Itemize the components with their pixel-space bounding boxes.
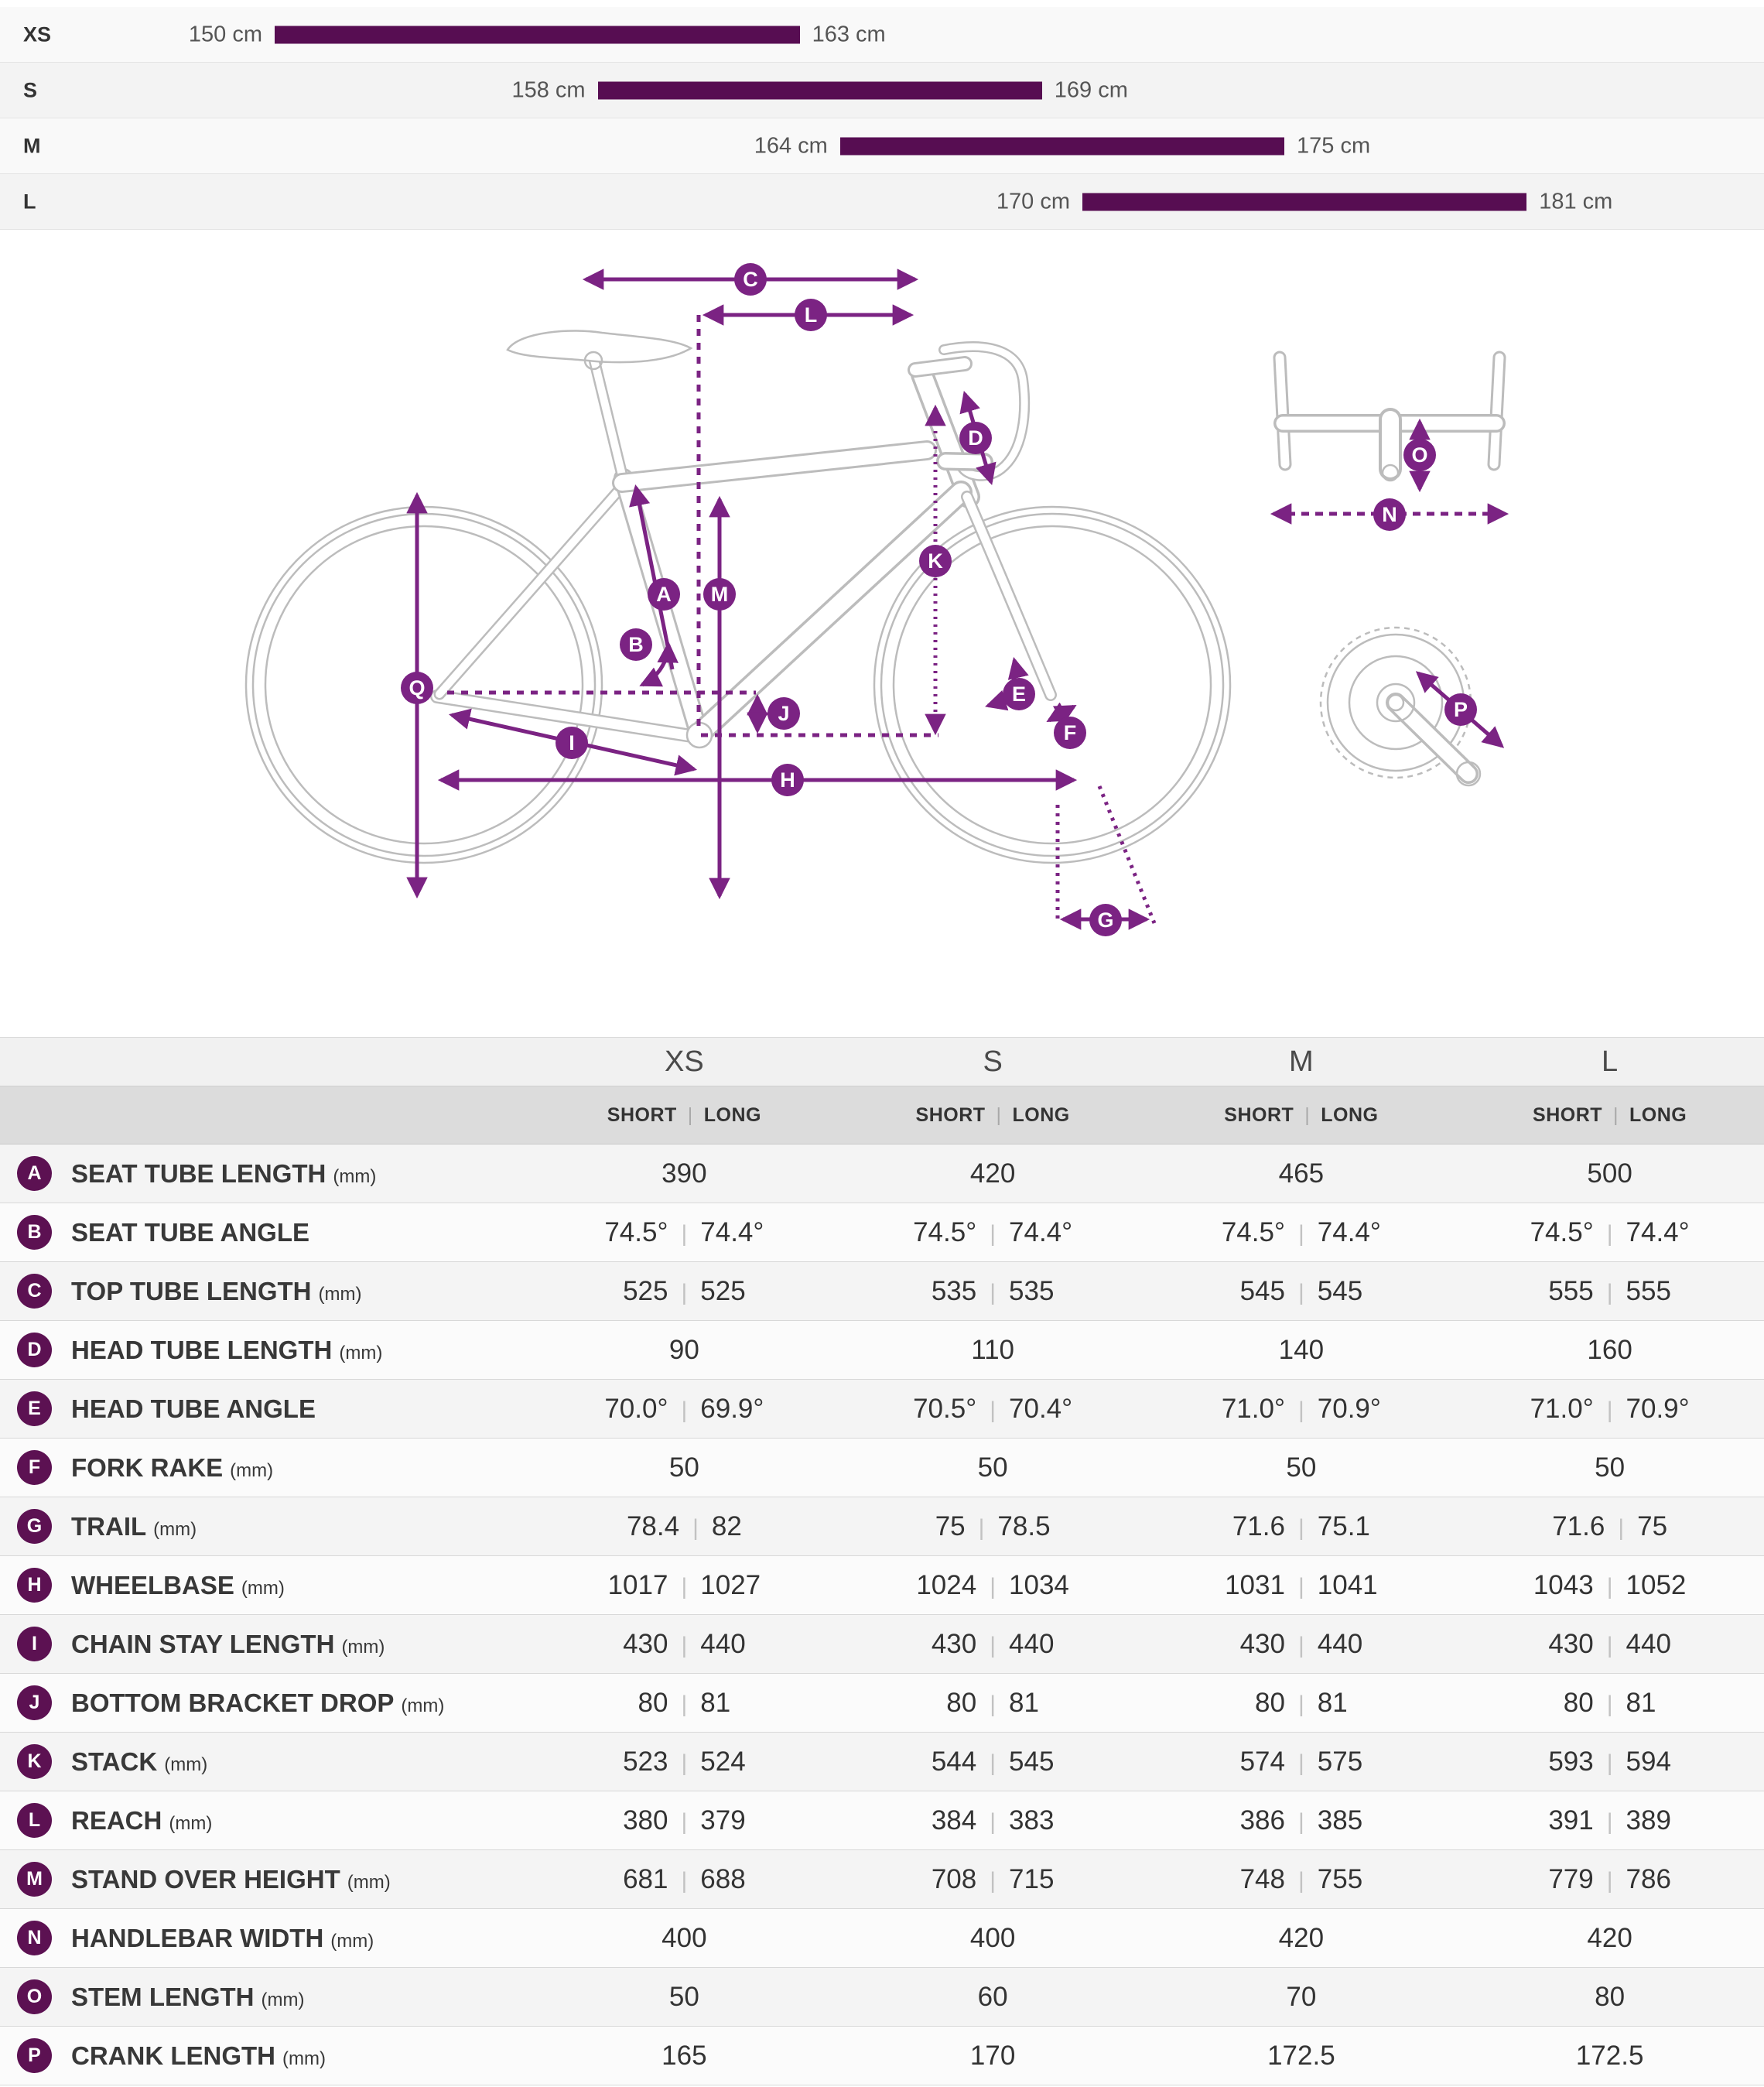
saddle bbox=[508, 331, 691, 363]
frame-size-label: XS bbox=[23, 22, 52, 46]
row-letter-badge: O bbox=[17, 1979, 52, 2014]
badge-i-icon bbox=[556, 727, 588, 759]
min-height-label: 164 cm bbox=[754, 133, 828, 158]
svg-text:F: F bbox=[1063, 721, 1077, 744]
height-range-bar bbox=[1082, 193, 1526, 210]
value-cell: 748 | 755 bbox=[1239, 1863, 1363, 1894]
row-letter-badge: G bbox=[17, 1509, 52, 1544]
row-letter-badge: K bbox=[17, 1744, 52, 1779]
value-cell: 400 bbox=[662, 1922, 707, 1953]
row-letter-badge: F bbox=[17, 1450, 52, 1485]
value-cell: 110 bbox=[971, 1334, 1015, 1365]
table-row bbox=[0, 1439, 1764, 1497]
value-cell: 70.0° | 69.9° bbox=[604, 1393, 764, 1424]
value-cell: 420 bbox=[1278, 1922, 1325, 1953]
svg-text:M: M bbox=[710, 583, 729, 606]
height-bar-row bbox=[0, 174, 1764, 230]
min-height-label: 170 cm bbox=[996, 189, 1070, 214]
value-cell: 71.6 | 75 bbox=[1552, 1511, 1668, 1541]
value-cell: 80 | 81 bbox=[1563, 1687, 1656, 1718]
value-cell: 170 bbox=[969, 2040, 1016, 2071]
row-letter-badge: P bbox=[17, 2038, 52, 2073]
height-bar-row bbox=[0, 118, 1764, 174]
rider-height-chart bbox=[0, 0, 1764, 232]
frame-size-label: L bbox=[23, 190, 36, 213]
badge-b-icon bbox=[620, 628, 652, 661]
value-cell: 430 | 440 bbox=[1239, 1628, 1363, 1659]
value-cell: 500 bbox=[1587, 1158, 1632, 1189]
row-letter-badge: C bbox=[17, 1274, 52, 1309]
svg-text:C: C bbox=[743, 268, 758, 291]
row-unit: (mm) bbox=[261, 1989, 305, 2010]
row-letter-badge: H bbox=[17, 1568, 52, 1603]
value-cell: 78.4 | 82 bbox=[626, 1511, 742, 1541]
svg-text:H: H bbox=[780, 768, 795, 792]
row-unit: (mm) bbox=[401, 1695, 445, 1716]
badge-p-icon bbox=[1444, 693, 1477, 726]
table-row bbox=[0, 1262, 1764, 1321]
max-height-label: 163 cm bbox=[812, 22, 886, 46]
value-cell: 70.5° | 70.4° bbox=[913, 1393, 1073, 1424]
value-cell: 525 | 525 bbox=[623, 1275, 746, 1306]
value-cell: 165 bbox=[662, 2040, 707, 2071]
row-label: BOTTOM BRACKET DROP (mm) bbox=[71, 1688, 445, 1717]
row-unit: (mm) bbox=[164, 1753, 208, 1775]
row-unit: (mm) bbox=[333, 1165, 377, 1187]
max-height-label: 169 cm bbox=[1054, 77, 1128, 102]
bike-geometry-diagram bbox=[0, 232, 1764, 1037]
value-cell: 90 bbox=[668, 1334, 699, 1365]
row-label: STEM LENGTH (mm) bbox=[71, 1982, 305, 2011]
badge-l-icon bbox=[795, 299, 827, 331]
fit-header-group: SHORT | LONG bbox=[915, 1103, 1070, 1126]
row-letter-badge: D bbox=[17, 1333, 52, 1367]
value-cell: 420 bbox=[969, 1158, 1016, 1189]
svg-text:L: L bbox=[804, 303, 818, 327]
row-letter-badge: N bbox=[17, 1921, 52, 1955]
height-bar-row bbox=[0, 7, 1764, 63]
svg-text:K: K bbox=[928, 549, 943, 573]
svg-text:E: E bbox=[1011, 683, 1027, 706]
row-label: HEAD TUBE ANGLE bbox=[71, 1394, 316, 1423]
svg-text:G: G bbox=[1097, 908, 1114, 932]
row-label: REACH (mm) bbox=[71, 1805, 213, 1835]
table-row bbox=[0, 1497, 1764, 1556]
row-unit: (mm) bbox=[341, 1636, 385, 1658]
row-label: TOP TUBE LENGTH (mm) bbox=[71, 1276, 362, 1305]
value-cell: 172.5 bbox=[1575, 2040, 1644, 2071]
row-unit: (mm) bbox=[339, 1342, 383, 1363]
row-letter-badge: M bbox=[17, 1862, 52, 1897]
table-row bbox=[0, 1203, 1764, 1262]
value-cell: 545 | 545 bbox=[1239, 1275, 1363, 1306]
value-cell: 60 bbox=[977, 1981, 1008, 2012]
max-height-label: 175 cm bbox=[1297, 133, 1371, 158]
svg-text:A: A bbox=[656, 583, 672, 606]
badge-e-icon bbox=[1003, 678, 1035, 710]
row-unit: (mm) bbox=[153, 1518, 197, 1540]
row-letter-badge: I bbox=[17, 1627, 52, 1661]
size-header-xs: XS bbox=[665, 1045, 704, 1078]
value-cell: 50 bbox=[668, 1452, 699, 1483]
badge-o-icon bbox=[1403, 439, 1436, 471]
min-height-label: 158 cm bbox=[511, 77, 586, 102]
value-cell: 535 | 535 bbox=[931, 1275, 1055, 1306]
row-label: FORK RAKE (mm) bbox=[71, 1452, 274, 1482]
row-label: STAND OVER HEIGHT (mm) bbox=[71, 1864, 391, 1894]
value-cell: 391 | 389 bbox=[1548, 1805, 1671, 1836]
row-label: STACK (mm) bbox=[71, 1747, 208, 1776]
height-range-bar bbox=[598, 81, 1042, 99]
svg-text:P: P bbox=[1453, 698, 1468, 721]
value-cell: 140 bbox=[1278, 1334, 1325, 1365]
row-letter-badge: B bbox=[17, 1215, 52, 1250]
value-cell: 1031 | 1041 bbox=[1225, 1569, 1378, 1600]
height-range-bar bbox=[840, 137, 1284, 155]
table-row bbox=[0, 1968, 1764, 2027]
row-label: HANDLEBAR WIDTH (mm) bbox=[71, 1923, 374, 1952]
size-header-s: S bbox=[983, 1045, 1003, 1078]
value-cell: 1017 | 1027 bbox=[607, 1569, 761, 1600]
row-unit: (mm) bbox=[169, 1812, 213, 1834]
svg-text:B: B bbox=[628, 633, 644, 656]
value-cell: 593 | 594 bbox=[1548, 1746, 1671, 1777]
row-label: SEAT TUBE LENGTH (mm) bbox=[71, 1158, 377, 1188]
height-range-bar bbox=[275, 26, 800, 43]
svg-text:N: N bbox=[1382, 503, 1397, 526]
badge-q-icon bbox=[401, 672, 433, 704]
table-header-row bbox=[0, 1038, 1764, 1086]
svg-text:I: I bbox=[569, 731, 575, 754]
value-cell: 390 bbox=[662, 1158, 707, 1189]
value-cell: 71.6 | 75.1 bbox=[1232, 1511, 1370, 1541]
value-cell: 80 bbox=[1595, 1981, 1626, 2012]
badge-j-icon bbox=[767, 697, 800, 730]
value-cell: 420 bbox=[1587, 1922, 1632, 1953]
value-cell: 74.5° | 74.4° bbox=[1221, 1216, 1381, 1247]
badge-f-icon bbox=[1054, 717, 1086, 749]
row-letter-badge: J bbox=[17, 1685, 52, 1720]
svg-text:D: D bbox=[968, 426, 983, 450]
table-row bbox=[0, 2027, 1764, 2085]
badge-h-icon bbox=[771, 764, 804, 796]
row-unit: (mm) bbox=[318, 1283, 362, 1305]
fit-subheader-row bbox=[0, 1086, 1764, 1144]
value-cell: 74.5° | 74.4° bbox=[1530, 1216, 1690, 1247]
badge-a-icon bbox=[648, 578, 680, 611]
value-cell: 1043 | 1052 bbox=[1533, 1569, 1687, 1600]
row-label: HEAD TUBE LENGTH (mm) bbox=[71, 1335, 383, 1364]
svg-text:Q: Q bbox=[409, 676, 426, 700]
value-cell: 50 bbox=[1595, 1452, 1626, 1483]
table-row bbox=[0, 1791, 1764, 1850]
value-cell: 80 | 81 bbox=[946, 1687, 1039, 1718]
table-row bbox=[0, 1909, 1764, 1968]
value-cell: 430 | 440 bbox=[931, 1628, 1055, 1659]
value-cell: 430 | 440 bbox=[623, 1628, 746, 1659]
row-letter-badge: L bbox=[17, 1803, 52, 1838]
table-row bbox=[0, 1144, 1764, 1203]
value-cell: 50 bbox=[1286, 1452, 1317, 1483]
value-cell: 430 | 440 bbox=[1548, 1628, 1671, 1659]
row-label: CHAIN STAY LENGTH (mm) bbox=[71, 1629, 385, 1658]
value-cell: 160 bbox=[1587, 1334, 1632, 1365]
row-label: WHEELBASE (mm) bbox=[71, 1570, 285, 1599]
badge-n-icon bbox=[1373, 498, 1406, 531]
size-header-m: M bbox=[1289, 1045, 1314, 1078]
value-cell: 80 | 81 bbox=[1255, 1687, 1348, 1718]
value-cell: 384 | 383 bbox=[931, 1805, 1055, 1836]
value-cell: 779 | 786 bbox=[1548, 1863, 1671, 1894]
row-label: TRAIL (mm) bbox=[71, 1511, 197, 1541]
badge-k-icon bbox=[919, 545, 952, 577]
value-cell: 400 bbox=[969, 1922, 1016, 1953]
value-cell: 523 | 524 bbox=[623, 1746, 746, 1777]
value-cell: 544 | 545 bbox=[931, 1746, 1055, 1777]
value-cell: 465 bbox=[1278, 1158, 1325, 1189]
badge-m-icon bbox=[703, 578, 736, 611]
geometry-table bbox=[0, 1037, 1764, 2085]
badge-d-icon bbox=[959, 422, 992, 454]
frame-size-label: M bbox=[23, 134, 41, 157]
max-height-label: 181 cm bbox=[1539, 189, 1613, 214]
badge-g-icon bbox=[1089, 904, 1122, 936]
min-height-label: 150 cm bbox=[188, 22, 262, 46]
row-letter-badge: E bbox=[17, 1391, 52, 1426]
table-row bbox=[0, 1556, 1764, 1615]
value-cell: 386 | 385 bbox=[1239, 1805, 1363, 1836]
table-row bbox=[0, 1615, 1764, 1674]
size-header-l: L bbox=[1602, 1045, 1619, 1078]
value-cell: 50 bbox=[668, 1981, 699, 2012]
value-cell: 71.0° | 70.9° bbox=[1221, 1393, 1381, 1424]
row-letter-badge: A bbox=[17, 1156, 52, 1191]
table-row bbox=[0, 1733, 1764, 1791]
row-label: SEAT TUBE ANGLE bbox=[71, 1217, 310, 1247]
value-cell: 172.5 bbox=[1267, 2040, 1335, 2071]
row-unit: (mm) bbox=[347, 1871, 391, 1893]
row-unit: (mm) bbox=[241, 1577, 285, 1599]
bike-frame bbox=[437, 331, 1051, 748]
value-cell: 74.5° | 74.4° bbox=[913, 1216, 1073, 1247]
fit-header-group: SHORT | LONG bbox=[1533, 1103, 1687, 1126]
table-row bbox=[0, 1674, 1764, 1733]
row-unit: (mm) bbox=[330, 1930, 374, 1952]
fit-header-group: SHORT | LONG bbox=[607, 1103, 761, 1126]
height-bar-row bbox=[0, 63, 1764, 118]
value-cell: 70 bbox=[1286, 1981, 1317, 2012]
table-row bbox=[0, 1321, 1764, 1380]
value-cell: 75 | 78.5 bbox=[935, 1511, 1051, 1541]
row-unit: (mm) bbox=[230, 1459, 274, 1481]
value-cell: 708 | 715 bbox=[931, 1863, 1055, 1894]
value-cell: 555 | 555 bbox=[1548, 1275, 1671, 1306]
value-cell: 1024 | 1034 bbox=[916, 1569, 1069, 1600]
badge-c-icon bbox=[734, 263, 767, 296]
value-cell: 80 | 81 bbox=[638, 1687, 731, 1718]
row-unit: (mm) bbox=[282, 2048, 326, 2069]
svg-text:J: J bbox=[778, 702, 790, 725]
reference-lines bbox=[447, 315, 1154, 923]
value-cell: 71.0° | 70.9° bbox=[1530, 1393, 1690, 1424]
table-row bbox=[0, 1380, 1764, 1439]
value-cell: 74.5° | 74.4° bbox=[604, 1216, 764, 1247]
frame-size-label: S bbox=[23, 78, 38, 101]
value-cell: 380 | 379 bbox=[623, 1805, 746, 1836]
svg-text:O: O bbox=[1411, 443, 1428, 467]
table-row bbox=[0, 1850, 1764, 1909]
value-cell: 574 | 575 bbox=[1239, 1746, 1363, 1777]
value-cell: 50 bbox=[977, 1452, 1008, 1483]
row-label: CRANK LENGTH (mm) bbox=[71, 2041, 326, 2070]
value-cell: 681 | 688 bbox=[623, 1863, 746, 1894]
fit-header-group: SHORT | LONG bbox=[1224, 1103, 1379, 1126]
handlebar-front-view bbox=[1280, 358, 1499, 481]
